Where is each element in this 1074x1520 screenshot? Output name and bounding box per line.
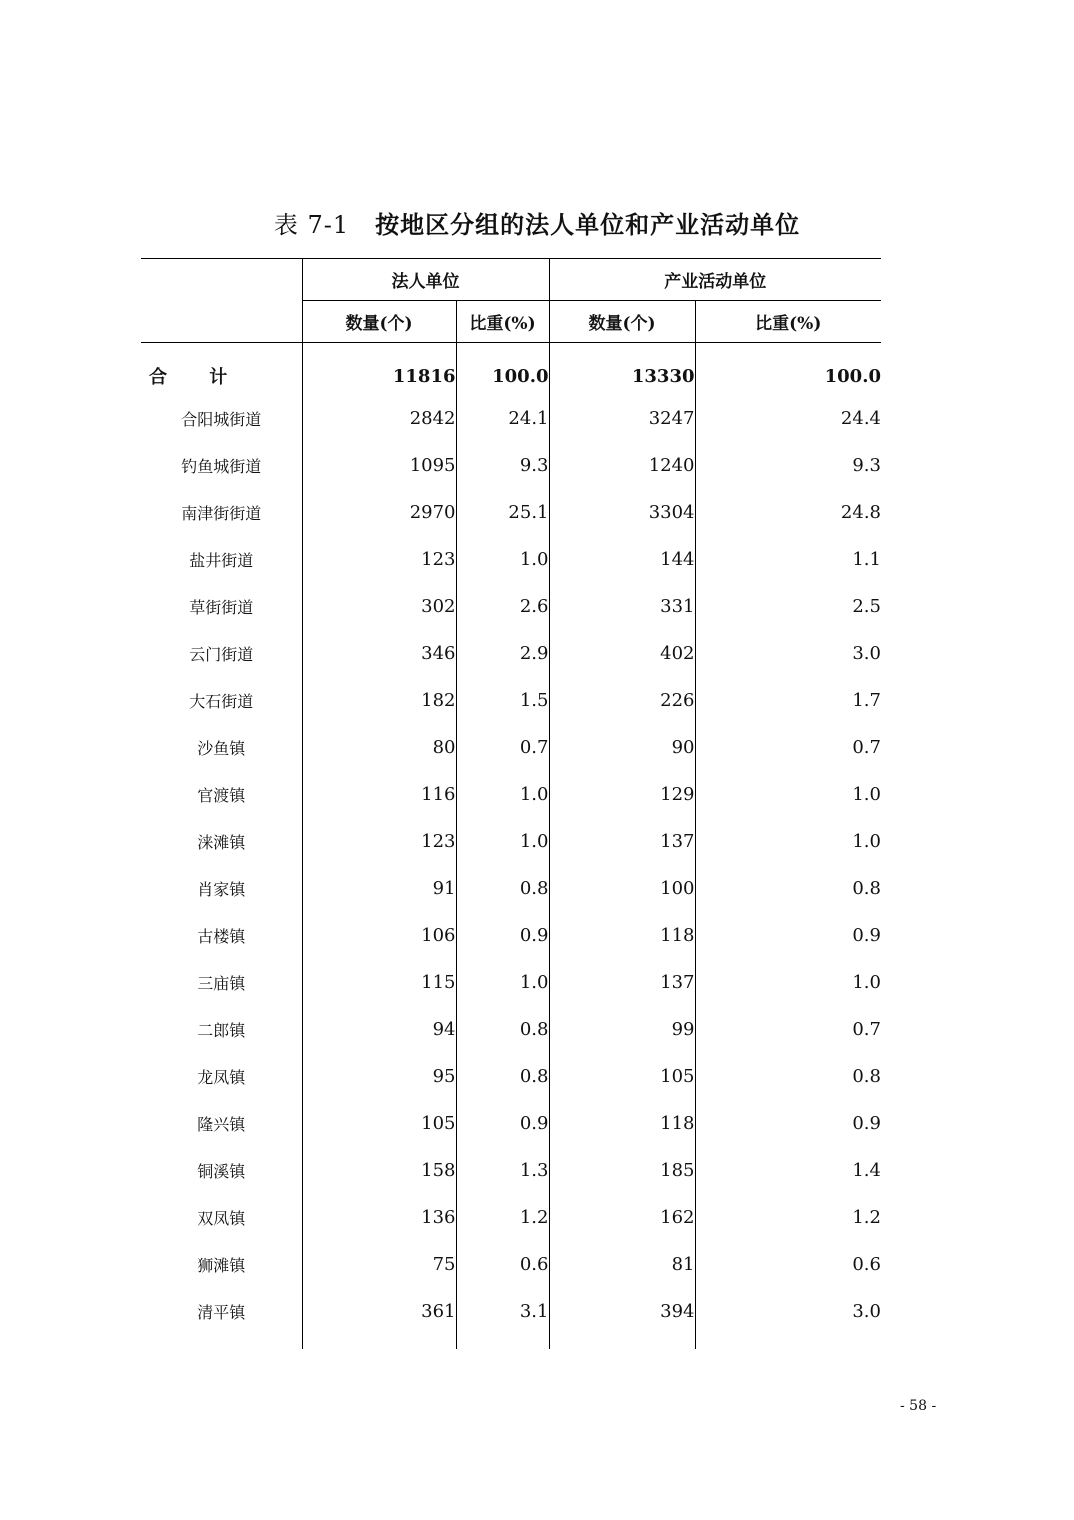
table-row (141, 1241, 881, 1288)
total-lp-share: 100.0 (456, 357, 549, 395)
region-name: 南津街街道 (181, 504, 262, 523)
region-name: 双凤镇 (197, 1209, 246, 1228)
lp-count-cell: 2842 (302, 395, 456, 442)
lp-share-cell: 0.9 (456, 1100, 549, 1147)
ia-count-cell: 144 (549, 536, 695, 583)
lp-share-cell: 1.0 (456, 536, 549, 583)
ia-share-cell: 3.0 (695, 630, 881, 677)
ia-count-cell: 137 (549, 959, 695, 1006)
table-row (141, 677, 881, 724)
ia-share-cell: 0.9 (695, 1100, 881, 1147)
region-name: 狮滩镇 (197, 1256, 246, 1275)
ia-share-cell: 1.2 (695, 1194, 881, 1241)
table-row (141, 1147, 881, 1194)
table-title (0, 205, 1074, 240)
ia-count-cell: 81 (549, 1241, 695, 1288)
lp-share-cell: 0.7 (456, 724, 549, 771)
ia-count-cell: 137 (549, 818, 695, 865)
table-row (141, 583, 881, 630)
region-name: 古楼镇 (197, 927, 246, 946)
lp-count-cell: 182 (302, 677, 456, 724)
header-stub (141, 259, 302, 343)
lp-count-cell: 106 (302, 912, 456, 959)
lp-count-cell: 302 (302, 583, 456, 630)
region-name: 云门街道 (189, 645, 254, 664)
lp-count-cell: 158 (302, 1147, 456, 1194)
ia-share-cell: 0.7 (695, 1006, 881, 1053)
header-ia-share: 比重(%) (695, 301, 881, 343)
ia-count-cell: 100 (549, 865, 695, 912)
ia-count-cell: 3247 (549, 395, 695, 442)
lp-count-cell: 94 (302, 1006, 456, 1053)
ia-count-cell: 331 (549, 583, 695, 630)
ia-share-cell: 9.3 (695, 442, 881, 489)
lp-share-cell: 0.9 (456, 912, 549, 959)
ia-share-cell: 3.0 (695, 1288, 881, 1335)
total-ia-count: 13330 (549, 357, 695, 395)
lp-count-cell: 80 (302, 724, 456, 771)
lp-share-cell: 1.0 (456, 818, 549, 865)
header-legal-persons: 法人单位 (302, 259, 549, 301)
lp-count-cell: 75 (302, 1241, 456, 1288)
lp-count-cell: 115 (302, 959, 456, 1006)
table-row (141, 818, 881, 865)
lp-share-cell: 3.1 (456, 1288, 549, 1335)
region-name: 二郎镇 (197, 1021, 246, 1040)
ia-count-cell: 185 (549, 1147, 695, 1194)
table-row (141, 1288, 881, 1335)
region-name: 龙凤镇 (197, 1068, 246, 1087)
lp-share-cell: 1.5 (456, 677, 549, 724)
lp-count-cell: 91 (302, 865, 456, 912)
lp-count-cell: 95 (302, 1053, 456, 1100)
ia-share-cell: 1.0 (695, 818, 881, 865)
ia-share-cell: 1.0 (695, 771, 881, 818)
lp-count-cell: 346 (302, 630, 456, 677)
region-name: 钓鱼城街道 (181, 457, 262, 476)
table-row (141, 1006, 881, 1053)
lp-count-cell: 1095 (302, 442, 456, 489)
lp-share-cell: 2.9 (456, 630, 549, 677)
lp-share-cell: 0.8 (456, 1006, 549, 1053)
lp-count-cell: 105 (302, 1100, 456, 1147)
lp-count-cell: 361 (302, 1288, 456, 1335)
total-row (141, 357, 881, 395)
region-name: 官渡镇 (197, 786, 246, 805)
ia-count-cell: 118 (549, 1100, 695, 1147)
ia-share-cell: 1.0 (695, 959, 881, 1006)
ia-count-cell: 1240 (549, 442, 695, 489)
table-title-text: 按地区分组的法人单位和产业活动单位 (375, 210, 801, 239)
lp-share-cell: 1.2 (456, 1194, 549, 1241)
ia-share-cell: 0.9 (695, 912, 881, 959)
table-row (141, 1100, 881, 1147)
table-row (141, 771, 881, 818)
ia-count-cell: 162 (549, 1194, 695, 1241)
lp-count-cell: 123 (302, 818, 456, 865)
table-row (141, 1053, 881, 1100)
table-row (141, 536, 881, 583)
ia-count-cell: 394 (549, 1288, 695, 1335)
lp-share-cell: 1.0 (456, 959, 549, 1006)
lp-share-cell: 25.1 (456, 489, 549, 536)
ia-count-cell: 118 (549, 912, 695, 959)
ia-count-cell: 99 (549, 1006, 695, 1053)
lp-share-cell: 0.8 (456, 1053, 549, 1100)
lp-count-cell: 136 (302, 1194, 456, 1241)
lp-count-cell: 123 (302, 536, 456, 583)
table-number: 表 7-1 (273, 211, 350, 239)
ia-share-cell: 0.8 (695, 865, 881, 912)
lp-share-cell: 1.0 (456, 771, 549, 818)
table-row (141, 489, 881, 536)
lp-share-cell: 1.3 (456, 1147, 549, 1194)
region-name: 铜溪镇 (197, 1162, 246, 1181)
ia-share-cell: 24.8 (695, 489, 881, 536)
ia-count-cell: 129 (549, 771, 695, 818)
statistics-table (141, 258, 881, 1349)
region-name: 隆兴镇 (197, 1115, 246, 1134)
page-number: - 58 - (900, 1398, 937, 1414)
total-lp-count: 11816 (302, 357, 456, 395)
lp-count-cell: 116 (302, 771, 456, 818)
header-lp-count: 数量(个) (302, 301, 456, 343)
lp-share-cell: 9.3 (456, 442, 549, 489)
header-industrial-activity: 产业活动单位 (549, 259, 881, 301)
ia-share-cell: 1.4 (695, 1147, 881, 1194)
lp-share-cell: 0.6 (456, 1241, 549, 1288)
lp-count-cell: 2970 (302, 489, 456, 536)
table-row (141, 442, 881, 489)
table-row (141, 395, 881, 442)
table-body (141, 343, 881, 1350)
ia-count-cell: 402 (549, 630, 695, 677)
ia-share-cell: 2.5 (695, 583, 881, 630)
region-name: 草街街道 (189, 598, 254, 617)
table-row (141, 724, 881, 771)
table-row (141, 1194, 881, 1241)
region-name: 清平镇 (197, 1303, 246, 1322)
region-name: 涞滩镇 (197, 833, 246, 852)
ia-share-cell: 0.6 (695, 1241, 881, 1288)
ia-count-cell: 105 (549, 1053, 695, 1100)
region-name: 盐井街道 (189, 551, 254, 570)
ia-share-cell: 0.7 (695, 724, 881, 771)
header-row-groups (141, 259, 881, 301)
table-row (141, 912, 881, 959)
ia-share-cell: 24.4 (695, 395, 881, 442)
total-label: 合 计 (149, 367, 246, 388)
table-row (141, 959, 881, 1006)
table-row (141, 630, 881, 677)
ia-count-cell: 90 (549, 724, 695, 771)
spacer-row (141, 1335, 881, 1349)
lp-share-cell: 24.1 (456, 395, 549, 442)
total-ia-share: 100.0 (695, 357, 881, 395)
ia-count-cell: 3304 (549, 489, 695, 536)
spacer-row (141, 343, 881, 358)
region-name: 大石街道 (189, 692, 254, 711)
lp-share-cell: 2.6 (456, 583, 549, 630)
region-name: 肖家镇 (197, 880, 246, 899)
region-name: 合阳城街道 (181, 410, 262, 429)
ia-share-cell: 1.1 (695, 536, 881, 583)
region-name: 三庙镇 (197, 974, 246, 993)
lp-share-cell: 0.8 (456, 865, 549, 912)
ia-share-cell: 1.7 (695, 677, 881, 724)
header-lp-share: 比重(%) (456, 301, 549, 343)
ia-share-cell: 0.8 (695, 1053, 881, 1100)
header-ia-count: 数量(个) (549, 301, 695, 343)
table-row (141, 865, 881, 912)
region-name: 沙鱼镇 (197, 739, 246, 758)
ia-count-cell: 226 (549, 677, 695, 724)
